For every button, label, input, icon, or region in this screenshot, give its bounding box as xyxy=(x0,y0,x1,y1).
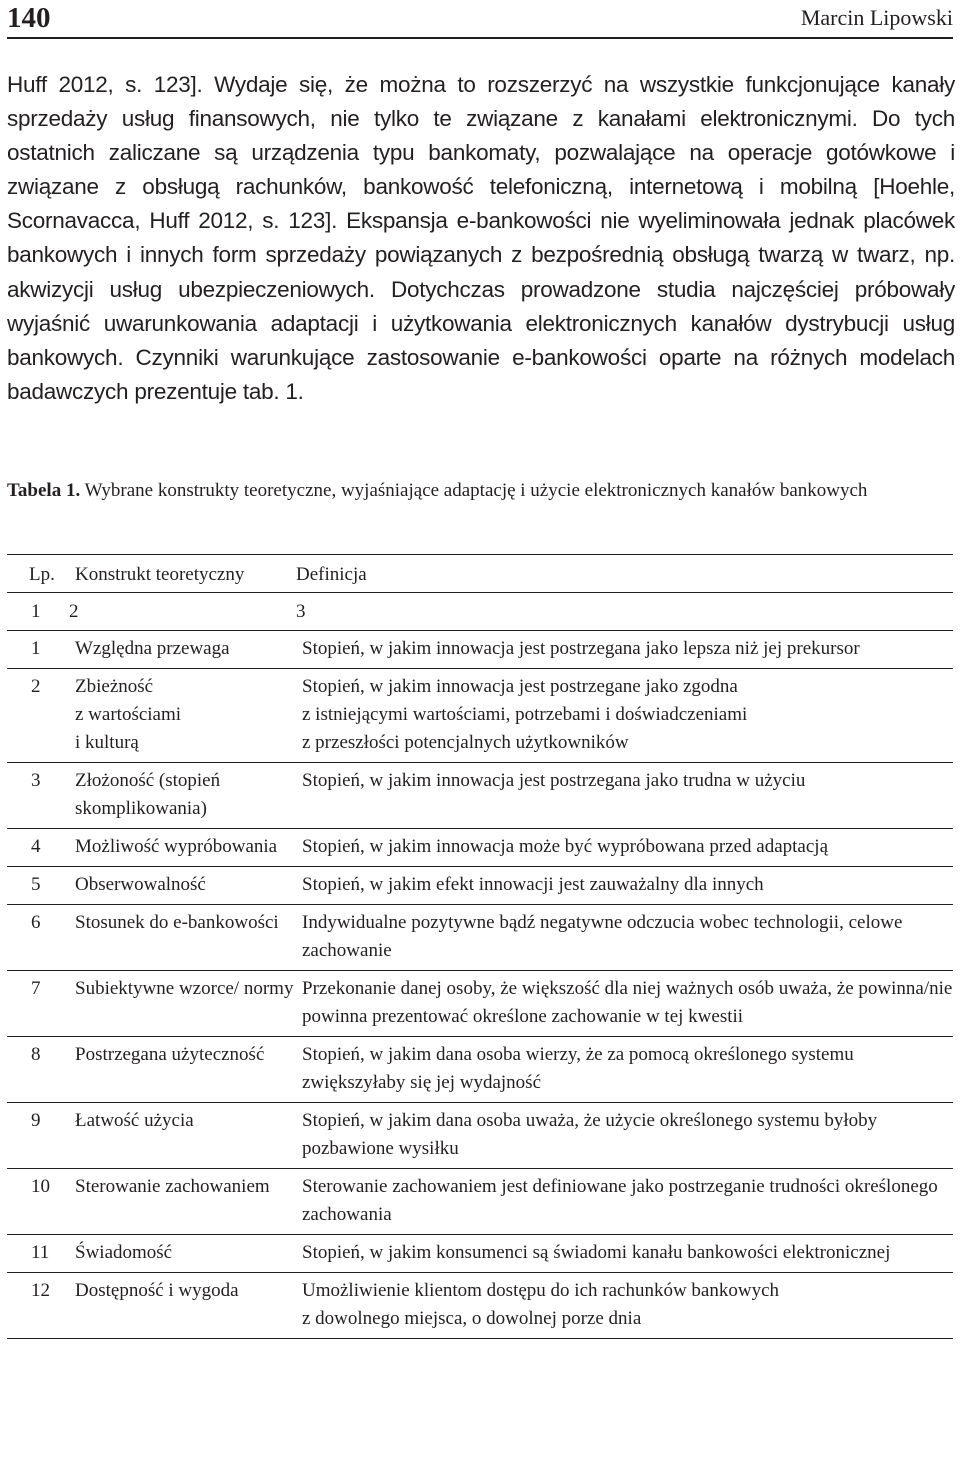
table-row xyxy=(7,1103,953,1169)
row-lp: 11 xyxy=(7,1235,69,1273)
row-definition: Stopień, w jakim innowacja jest postrzegana jako trudna w użyciu xyxy=(296,763,953,829)
row-definition: Stopień, w jakim efekt innowacji jest zauważalny dla innych xyxy=(296,867,953,905)
row-definition: Przekonanie danej osoby, że większość dla niej ważnych osób uważa, że powinna/nie powinna prezentować określone zachowanie w tej kwestii xyxy=(296,971,953,1037)
index-col-1: 1 xyxy=(7,593,69,631)
table-row xyxy=(7,971,953,1037)
running-head-author: Marcin Lipowski xyxy=(800,5,953,30)
header-definition: Definicja xyxy=(296,555,953,593)
row-lp: 8 xyxy=(7,1037,69,1103)
row-definition: Stopień, w jakim innowacja może być wypróbowana przed adaptacją xyxy=(296,829,953,867)
table-row xyxy=(7,1169,953,1235)
row-lp: 12 xyxy=(7,1273,69,1339)
row-definition: Umożliwienie klientom dostępu do ich rachunków bankowych z dowolnego miejsca, o dowolnej porze dnia xyxy=(296,1273,953,1339)
page-header xyxy=(7,0,953,39)
header-construct: Konstrukt teoretyczny xyxy=(69,555,296,593)
table-row xyxy=(7,905,953,971)
table-caption-text: Wybrane konstrukty teoretyczne, wyjaśniające adaptację i użycie elektronicznych kanałów bankowych xyxy=(80,480,868,501)
row-lp: 9 xyxy=(7,1103,69,1169)
row-construct: Subiektywne wzorce/ normy xyxy=(69,971,296,1037)
row-construct: Łatwość użycia xyxy=(69,1103,296,1169)
table-row xyxy=(7,763,953,829)
body-paragraph: Huff 2012, s. 123]. Wydaje się, że można to rozszerzyć na wszystkie funkcjonujące kanały sprzedaży usług finansowych, nie tylko te związane z kanałami elektronicznymi. Do tych ostatnich zaliczane są urządzenia typu bankomaty, pozwalające na operacje gotówkowe i związane z obsługą rachunków, bankowość telefoniczną, internetową i mobilną [Hoehle, Scornavacca, Huff 2012, s. 123]. Ekspansja e-bankowości nie wyeliminowała jednak placówek bankowych i innych form sprzedaży powiązanych z bezpośrednią obsługą twarzą w twarz, np. akwizycji usług ubezpieczeniowych. Dotychczas prowadzone studia najczęściej próbowały wyjaśnić uwarunkowania adaptacji i użytkowania elektronicznych kanałów dystrybucji usług bankowych. Czynniki warunkujące zastosowanie e-bankowości oparte na różnych modelach badawczych prezentuje tab. 1. xyxy=(7,72,955,404)
row-lp: 2 xyxy=(7,669,69,763)
table-row xyxy=(7,1235,953,1273)
table-row xyxy=(7,867,953,905)
row-lp: 6 xyxy=(7,905,69,971)
index-col-3: 3 xyxy=(296,593,953,631)
table-header-row xyxy=(7,555,953,593)
row-construct: Dostępność i wygoda xyxy=(69,1273,296,1339)
table-index-row xyxy=(7,593,953,631)
row-construct: Względna przewaga xyxy=(69,631,296,669)
row-lp: 4 xyxy=(7,829,69,867)
row-definition: Stopień, w jakim dana osoba uważa, że użycie określonego systemu byłoby pozbawione wysiłku xyxy=(296,1103,953,1169)
table-row xyxy=(7,631,953,669)
page-number: 140 xyxy=(7,2,51,34)
constructs-table xyxy=(7,554,953,1339)
header-lp: Lp. xyxy=(7,555,69,593)
row-definition: Indywidualne pozytywne bądź negatywne odczucia wobec technologii, celowe zachowanie xyxy=(296,905,953,971)
row-construct: Możliwość wypróbowania xyxy=(69,829,296,867)
row-construct: Zbieżność z wartościami i kulturą xyxy=(69,669,296,763)
table-row xyxy=(7,1037,953,1103)
row-lp: 7 xyxy=(7,971,69,1037)
row-construct: Obserwowalność xyxy=(69,867,296,905)
table-caption xyxy=(7,476,952,505)
row-lp: 1 xyxy=(7,631,69,669)
table-row xyxy=(7,669,953,763)
row-construct: Postrzegana użyteczność xyxy=(69,1037,296,1103)
row-construct: Sterowanie zachowaniem xyxy=(69,1169,296,1235)
table-caption-label: Tabela 1. xyxy=(7,480,81,501)
row-lp: 10 xyxy=(7,1169,69,1235)
row-construct: Stosunek do e-bankowości xyxy=(69,905,296,971)
row-lp: 5 xyxy=(7,867,69,905)
row-construct: Złożoność (stopień skomplikowania) xyxy=(69,763,296,829)
row-definition: Sterowanie zachowaniem jest definiowane jako postrzeganie trudności określonego zachowania xyxy=(296,1169,953,1235)
row-definition: Stopień, w jakim konsumenci są świadomi kanału bankowości elektronicznej xyxy=(296,1235,953,1273)
row-definition: Stopień, w jakim innowacja jest postrzegana jako lepsza niż jej prekursor xyxy=(296,631,953,669)
table-row xyxy=(7,829,953,867)
row-lp: 3 xyxy=(7,763,69,829)
table-row xyxy=(7,1273,953,1339)
index-col-2: 2 xyxy=(69,593,296,631)
row-definition: Stopień, w jakim innowacja jest postrzegane jako zgodna z istniejącymi wartościami, potrzebami i doświadczeniami z przeszłości potencjalnych użytkowników xyxy=(296,669,953,763)
row-construct: Świadomość xyxy=(69,1235,296,1273)
row-definition: Stopień, w jakim dana osoba wierzy, że za pomocą określonego systemu zwiększyłaby się jej wydajność xyxy=(296,1037,953,1103)
